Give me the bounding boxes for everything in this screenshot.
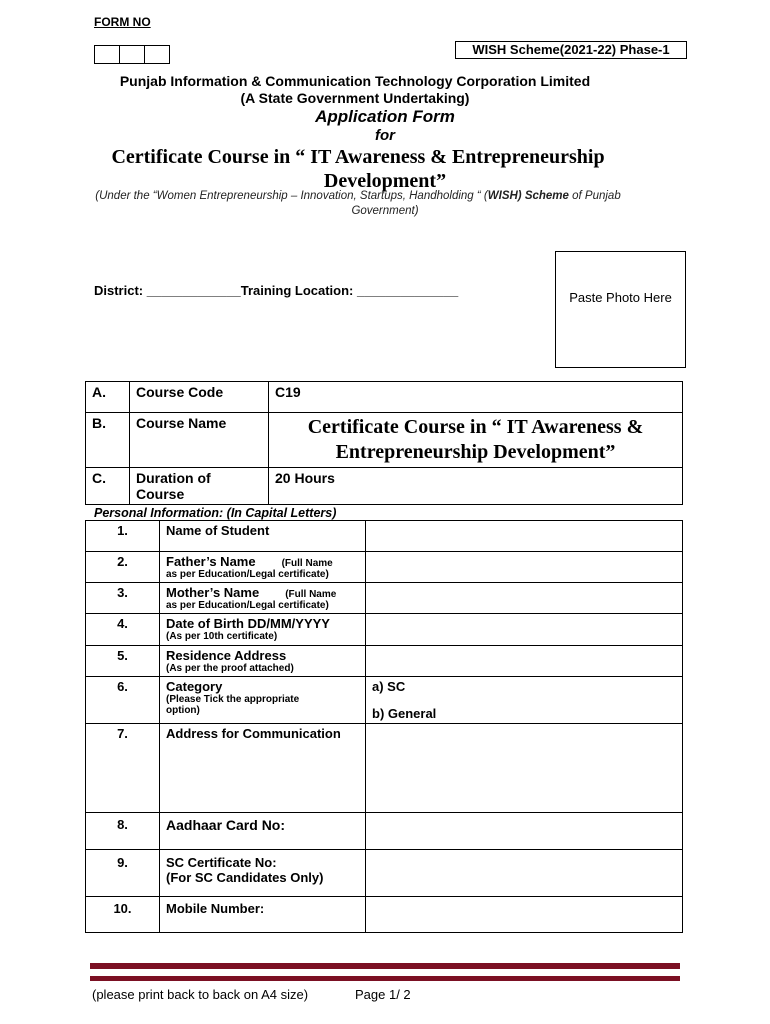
residence-input[interactable] — [366, 646, 683, 677]
row-index: C. — [86, 468, 130, 505]
row-label: Name of Student — [160, 521, 366, 552]
row-index: A. — [86, 382, 130, 413]
course-code-value: C19 — [269, 382, 683, 413]
table-row — [86, 413, 683, 468]
sc-certificate-input[interactable] — [366, 850, 683, 897]
table-row — [86, 468, 683, 505]
duration-value: 20 Hours — [269, 468, 683, 505]
scheme-label: WISH Scheme(2021-22) Phase-1 — [455, 41, 687, 59]
photo-box[interactable] — [555, 251, 686, 368]
father-name-hint-inline: (Full Name — [281, 558, 333, 569]
row-label — [160, 583, 366, 614]
scheme-description-line2: Government) — [351, 205, 419, 217]
row-label — [160, 614, 366, 646]
course-title-line1: Certificate Course in “ IT Awareness & Entrepreneurship — [111, 146, 605, 168]
row-number: 10. — [86, 897, 160, 933]
mother-name-hint-inline: (Full Name — [285, 589, 337, 600]
aadhaar-input[interactable] — [366, 813, 683, 850]
row-label: Course Code — [130, 382, 269, 413]
footer-print-note: (please print back to back on A4 size) — [92, 987, 309, 1002]
table-row — [86, 724, 683, 813]
row-number: 9. — [86, 850, 160, 897]
table-row — [86, 850, 683, 897]
org-subtitle: (A State Government Undertaking) — [240, 90, 470, 106]
table-row — [86, 382, 683, 413]
category-hint: (Please Tick the appropriate — [166, 694, 300, 705]
table-row — [86, 646, 683, 677]
student-name-input[interactable] — [366, 521, 683, 552]
table-row — [86, 583, 683, 614]
page-number: Page 1/ 2 — [355, 987, 411, 1002]
father-name-label: Father’s Name — [166, 554, 256, 569]
dob-input[interactable] — [366, 614, 683, 646]
footer-divider — [90, 976, 680, 981]
scheme-description-pre: (Under the “Women Entrepreneurship – Innovation, Startups, Handholding “ ( — [95, 190, 488, 202]
table-row — [86, 677, 683, 724]
table-row — [86, 897, 683, 933]
row-label: Address for Communication — [160, 724, 366, 813]
category-option-general[interactable]: b) General — [372, 706, 437, 721]
row-number: 6. — [86, 677, 160, 724]
row-index: B. — [86, 413, 130, 468]
communication-address-input[interactable] — [366, 724, 683, 813]
course-title-line2: Development” — [323, 170, 447, 192]
row-label: Mobile Number: — [160, 897, 366, 933]
row-label — [160, 646, 366, 677]
dob-hint: (As per 10th certificate) — [166, 631, 278, 642]
table-row — [86, 521, 683, 552]
form-no-label: FORM NO — [94, 15, 151, 29]
form-no-box[interactable] — [145, 46, 169, 63]
sc-certificate-hint: (For SC Candidates Only) — [166, 870, 324, 885]
form-no-box[interactable] — [95, 46, 120, 63]
course-name-line2: Entrepreneurship Development” — [335, 441, 616, 463]
scheme-description — [0, 190, 716, 202]
sc-certificate-label: SC Certificate No: — [166, 855, 277, 870]
page-title: Application Form — [315, 107, 455, 126]
row-label — [160, 850, 366, 897]
category-label: Category — [166, 679, 223, 694]
father-name-hint: as per Education/Legal certificate) — [166, 569, 329, 580]
mother-name-input[interactable] — [366, 583, 683, 614]
row-label — [160, 677, 366, 724]
district-training-location-field[interactable]: District: _____________Training Location: ______________ — [94, 283, 459, 298]
row-number: 2. — [86, 552, 160, 583]
row-number: 4. — [86, 614, 160, 646]
course-name-line1: Certificate Course in “ IT Awareness & — [307, 416, 644, 438]
org-name: Punjab Information & Communication Technology Corporation Limited — [119, 73, 591, 89]
duration-label-line1: Duration of — [136, 470, 211, 486]
dob-label: Date of Birth DD/MM/YYYY — [166, 616, 330, 631]
course-name-value — [269, 413, 683, 468]
row-label: Course Name — [130, 413, 269, 468]
residence-label: Residence Address — [166, 648, 287, 663]
row-number: 7. — [86, 724, 160, 813]
table-row — [86, 552, 683, 583]
form-no-box[interactable] — [120, 46, 145, 63]
category-options — [366, 677, 683, 724]
row-label — [130, 468, 269, 505]
residence-hint: (As per the proof attached) — [166, 663, 294, 674]
mobile-number-input[interactable] — [366, 897, 683, 933]
category-hint-line2: option) — [166, 705, 200, 716]
course-table — [85, 381, 683, 505]
row-number: 8. — [86, 813, 160, 850]
footer-divider — [90, 963, 680, 969]
category-option-sc[interactable]: a) SC — [372, 679, 406, 694]
personal-info-table — [85, 520, 683, 933]
scheme-description-bold: WISH) Scheme — [487, 190, 569, 202]
row-label: Aadhaar Card No: — [160, 813, 366, 850]
mother-name-hint: as per Education/Legal certificate) — [166, 600, 329, 611]
mother-name-label: Mother’s Name — [166, 585, 260, 600]
row-number: 1. — [86, 521, 160, 552]
scheme-description-post: of Punjab — [568, 190, 621, 202]
duration-label-line2: Course — [136, 486, 185, 502]
form-no-boxes[interactable] — [94, 45, 170, 64]
table-row — [86, 813, 683, 850]
personal-info-caption: Personal Information: (In Capital Letters) — [94, 506, 337, 520]
photo-box-label: Paste Photo Here — [569, 290, 672, 305]
table-row — [86, 614, 683, 646]
father-name-input[interactable] — [366, 552, 683, 583]
row-number: 5. — [86, 646, 160, 677]
title-for: for — [375, 127, 395, 144]
row-label — [160, 552, 366, 583]
row-number: 3. — [86, 583, 160, 614]
